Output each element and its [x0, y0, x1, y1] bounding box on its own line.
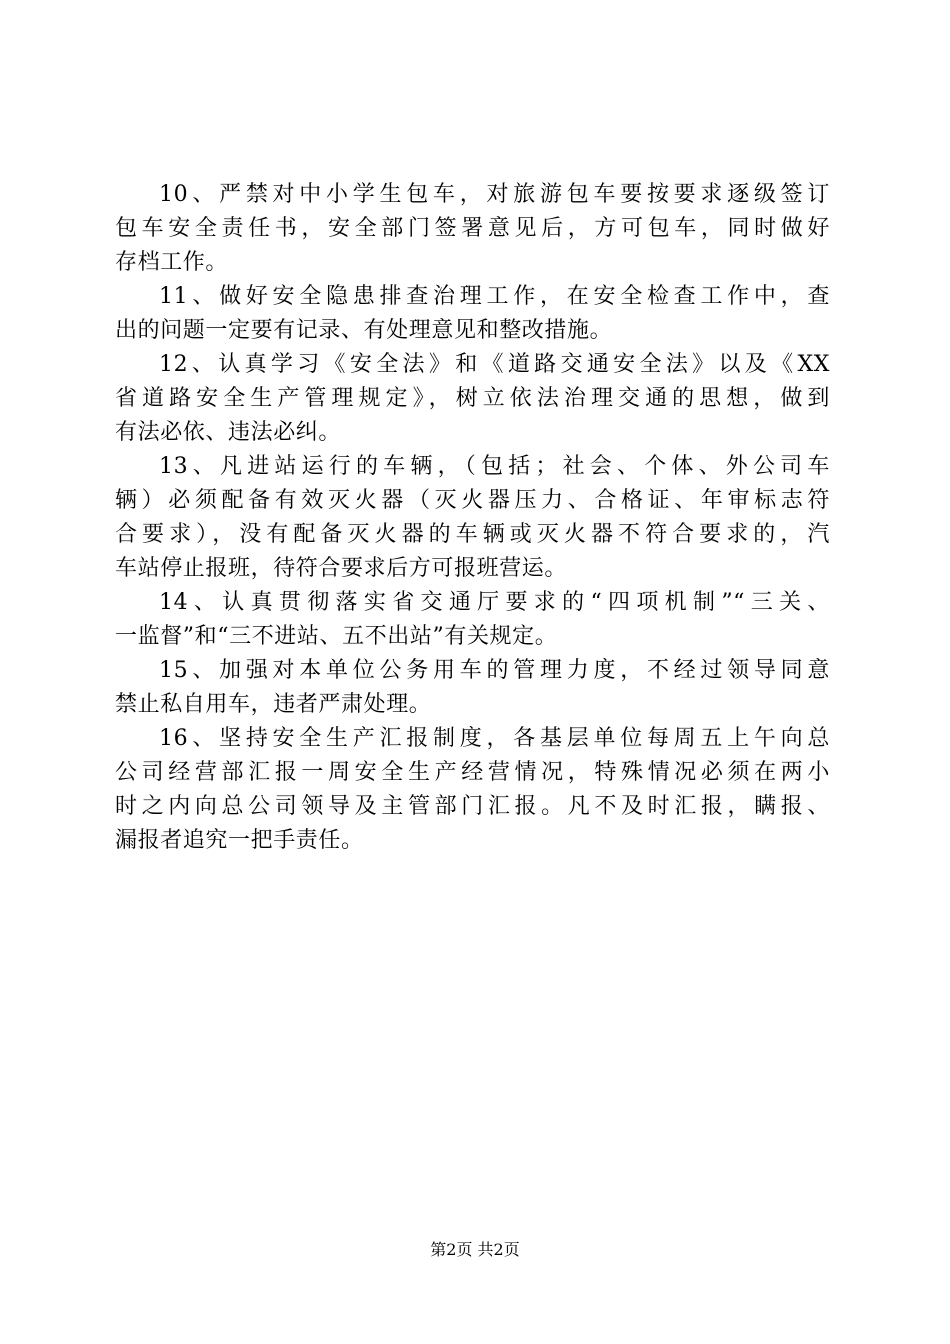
item-10-line-2: 包车安全责任书，安全部门签署意见后，方可包车，同时做好: [115, 216, 830, 241]
item-12-line-3: 有法必依、违法必纠。: [115, 420, 342, 445]
item-10-line-3: 存档工作。: [115, 250, 229, 275]
item-13-line-4: 车站停止报班，待符合要求后方可报班营运。: [115, 556, 568, 581]
item-13-line-3: 合要求），没有配备灭火器的车辆或灭火器不符合要求的，汽: [115, 522, 830, 547]
item-13-line-2: 辆）必须配备有效灭火器（灭火器压力、合格证、年审标志符: [115, 488, 830, 513]
item-16-line-2: 公司经营部汇报一周安全生产经营情况，特殊情况必须在两小: [115, 760, 830, 785]
document-body: [115, 178, 830, 858]
page-number-indicator: 第2页 共2页: [430, 1240, 520, 1259]
item-11-line-2: 出的问题一定要有记录、有处理意见和整改措施。: [115, 318, 613, 343]
item-16-line-4: 漏报者追究一把手责任。: [115, 828, 364, 853]
page-footer: [0, 1240, 950, 1260]
item-15-line-1: 15、加强对本单位公务用车的管理力度，不经过领导同意: [159, 658, 830, 683]
item-14-line-2: 一监督”和“三不进站、五不出站”有关规定。: [115, 624, 558, 649]
item-11-line-1: 11、做好安全隐患排查治理工作，在安全检查工作中，查: [159, 284, 830, 309]
item-12-line-1: 12、认真学习《安全法》和《道路交通安全法》以及《XX: [159, 352, 830, 377]
item-12-line-2: 省道路安全生产管理规定》，树立依法治理交通的思想，做到: [115, 386, 830, 411]
item-13-line-1: 13、凡进站运行的车辆，（包括；社会、个体、外公司车: [159, 454, 830, 479]
item-10-line-1: 10、严禁对中小学生包车，对旅游包车要按要求逐级签订: [159, 182, 830, 207]
item-16-line-1: 16、坚持安全生产汇报制度，各基层单位每周五上午向总: [159, 726, 830, 751]
item-16-line-3: 时之内向总公司领导及主管部门汇报。凡不及时汇报，瞒报、: [115, 794, 830, 819]
item-15-line-2: 禁止私自用车，违者严肃处理。: [115, 692, 432, 717]
item-14-line-1: 14、认真贯彻落实省交通厅要求的“四项机制”“三关、: [159, 590, 830, 615]
